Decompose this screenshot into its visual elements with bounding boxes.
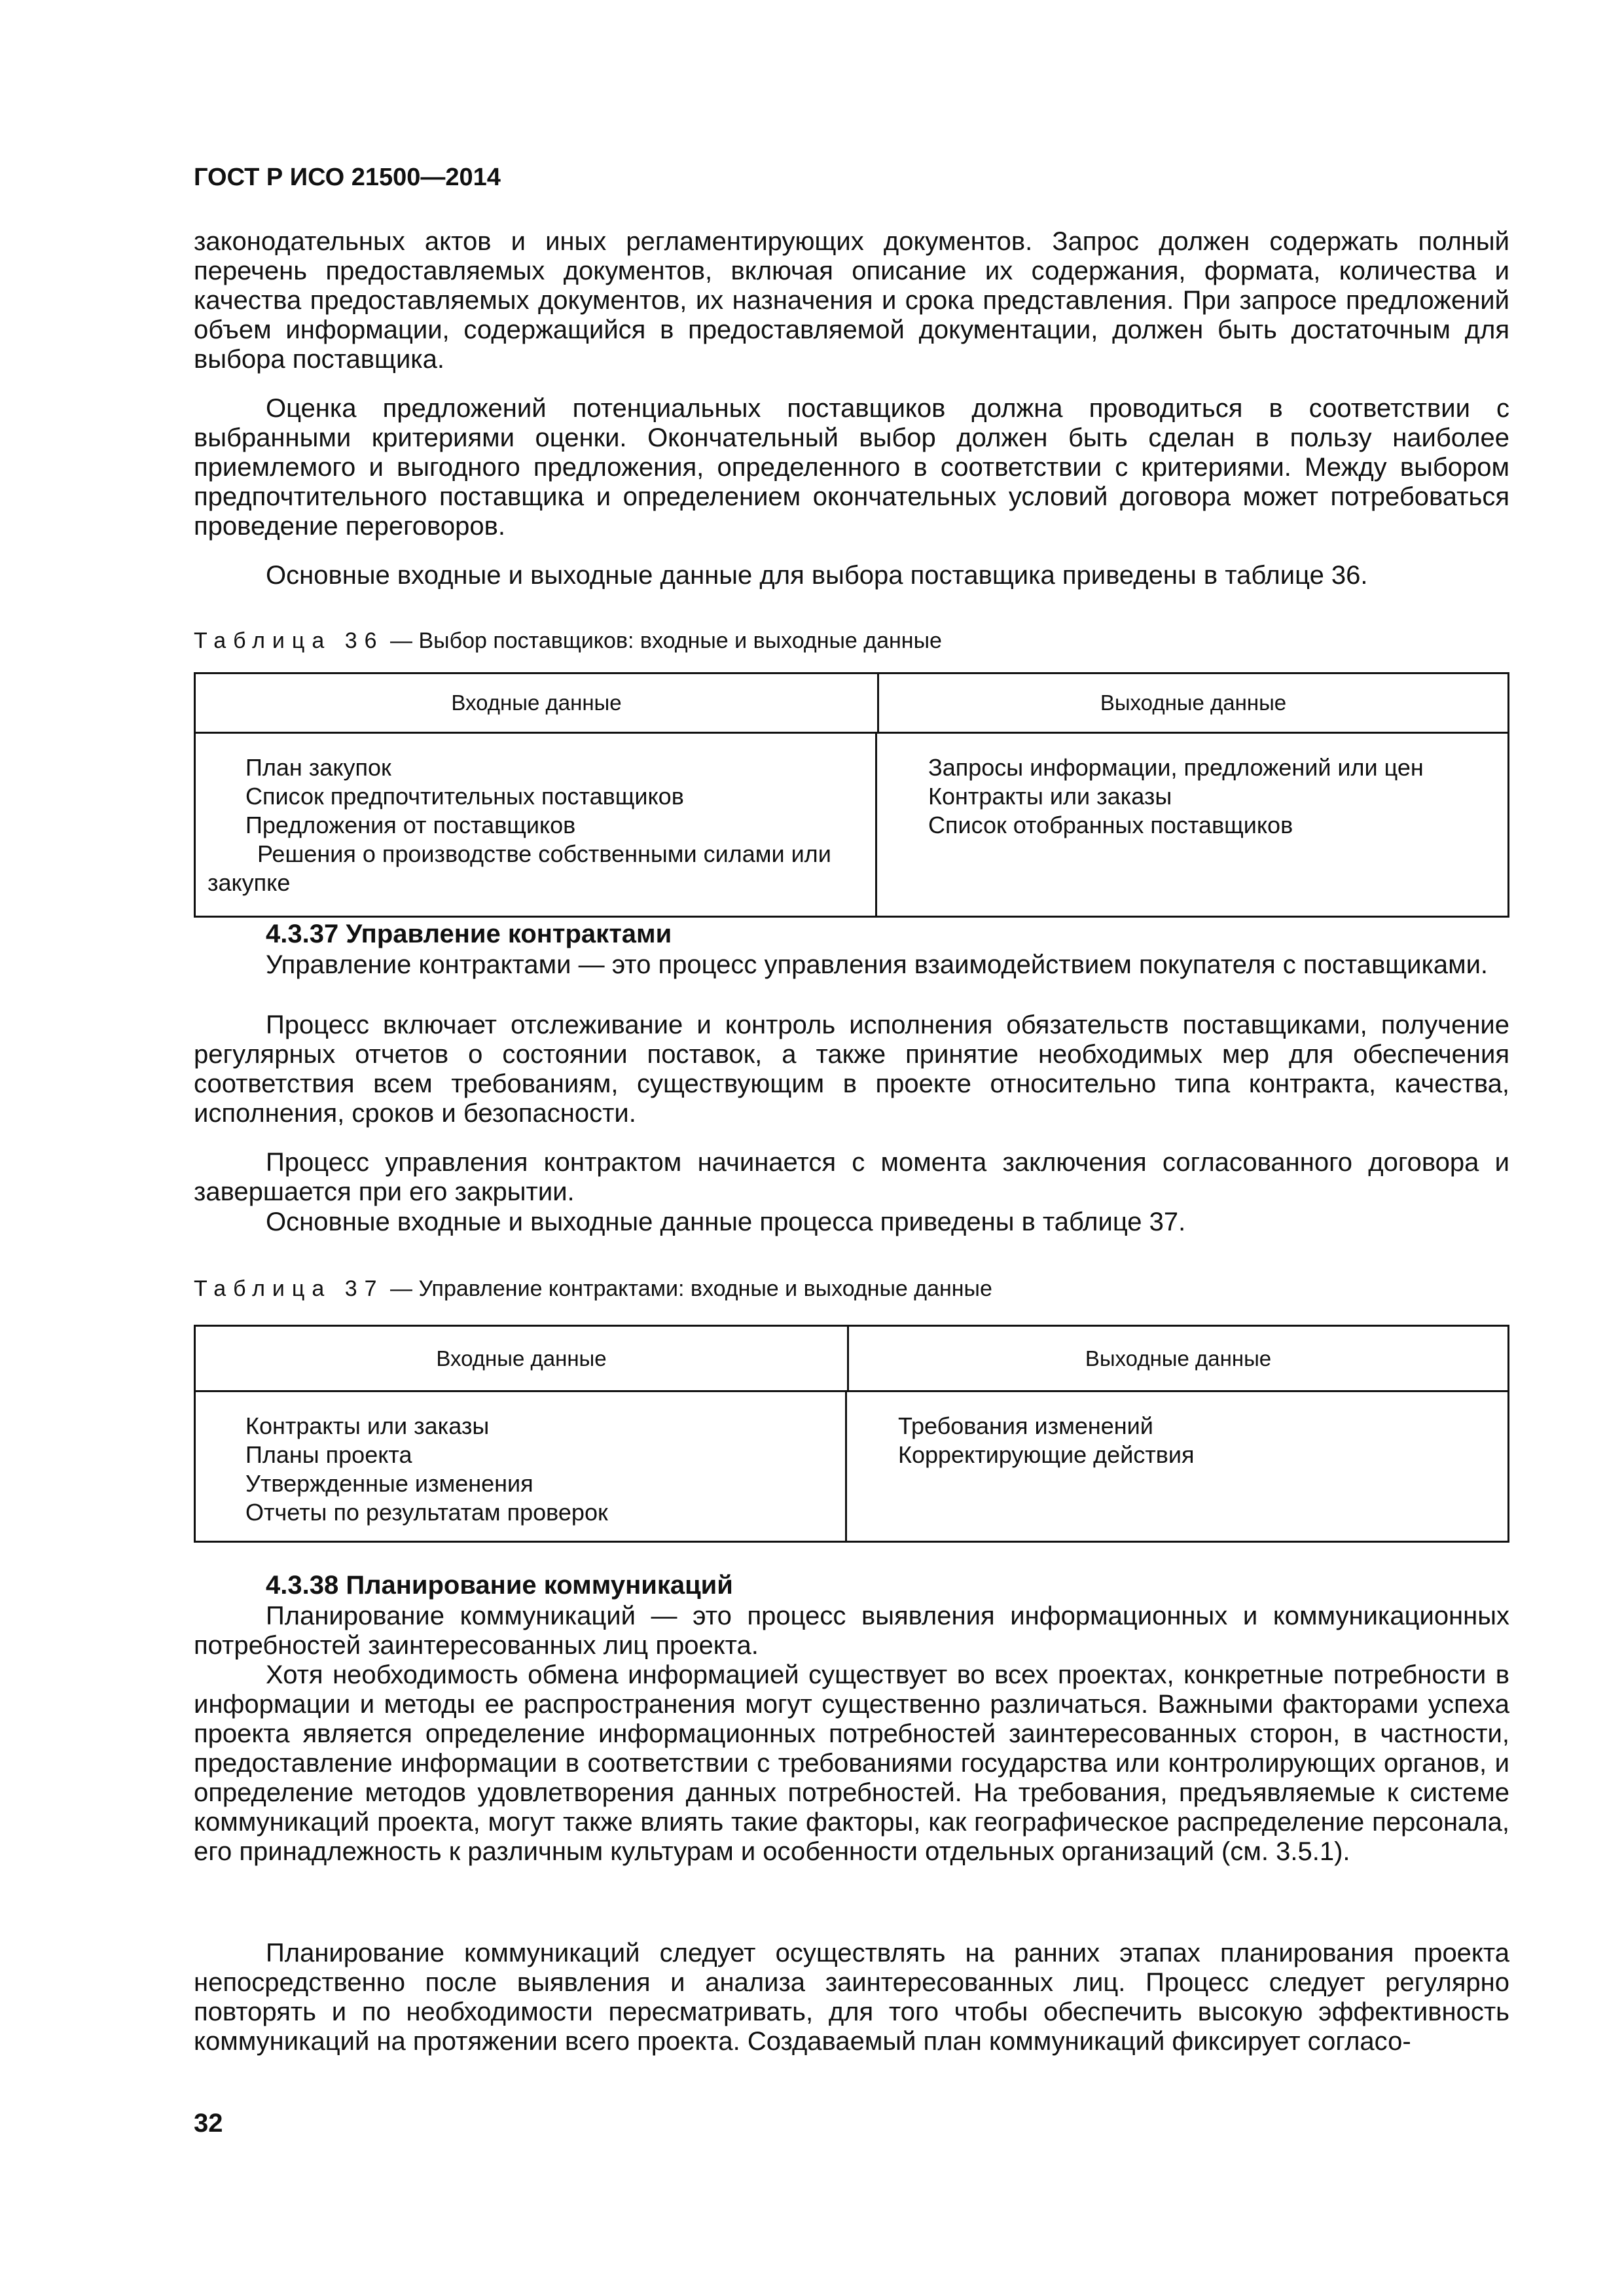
paragraph: Процесс управления контрактом начинается с момента заключения согласованного договора и завершается при его закрытии. [194, 1148, 1509, 1206]
list-item: Предложения от поставщиков [245, 812, 576, 838]
list-item: Планы проекта [245, 1441, 412, 1468]
list-item: Список отобранных поставщиков [928, 812, 1293, 838]
table-caption [194, 628, 942, 654]
paragraph: Управление контрактами — это процесс управления взаимодействием покупателя с поставщиками. [266, 950, 1489, 979]
table-header-row [196, 1327, 1507, 1392]
list-item: Отчеты по результатам проверок [245, 1499, 608, 1526]
outputs-cell [847, 1392, 1507, 1543]
table-37 [194, 1325, 1509, 1543]
table-36 [194, 672, 1509, 918]
table-body-row [196, 734, 1507, 916]
list-item: Контракты или заказы [928, 783, 1172, 810]
paragraph: Хотя необходимость обмена информацией существует во всех проектах, конкретные потребности в информации и методы ее распространения могут существенно различаться. Важными факторами успеха проекта является определение информационных потребностей заинтересованных сторон, в частности, предоставление информации в соответствии с требованиями государства или контролирующих органов, и определение методов удовлетворения данных потребностей. На требования, предъявляемые к системе коммуникаций проекта, могут также влиять такие факторы, как географическое распределение персонала, его принадлежность к различным культурам и особенности отдельных организаций (см. 3.5.1). [194, 1660, 1509, 1866]
table-body-row [196, 1392, 1507, 1543]
paragraph: Планирование коммуникаций следует осуществлять на ранних этапах планирования проекта непосредственно после выявления и анализа заинтересованных лиц. Процесс следует регулярно повторять и по необходимости пересматривать, для того чтобы обеспечить высокую эффективность коммуникаций на протяжении всего проекта. Создаваемый план коммуникаций фиксирует согласо- [194, 1939, 1509, 2056]
table-caption-text: — Выбор поставщиков: входные и выходные данные [390, 628, 942, 653]
list-item: Требования изменений [898, 1412, 1153, 1439]
paragraph: Основные входные и выходные данные процесса приведены в таблице 37. [266, 1208, 1186, 1236]
column-header-outputs: Выходные данные [1085, 1346, 1272, 1371]
list-item: План закупок [245, 754, 391, 781]
list-item: Решения о производстве собственными силами или закупке [208, 840, 831, 896]
outputs-cell [877, 734, 1507, 916]
list-item: Корректирующие действия [898, 1441, 1195, 1468]
table-caption-label: Таблица 36 [194, 628, 384, 653]
document-header: ГОСТ Р ИСО 21500—2014 [194, 164, 501, 191]
inputs-cell [196, 734, 877, 916]
paragraph: Оценка предложений потенциальных поставщиков должна проводиться в соответствии с выбранными критериями оценки. Окончательный выбор должен быть сделан в пользу наиболее приемлемого и выгодного предложения, определенного в соответствии с критериями. Между выбором предпочтительного поставщика и определением окончательных условий договора может потребоваться проведение переговоров. [194, 394, 1509, 541]
paragraph: Планирование коммуникаций — это процесс выявления информационных и коммуникационных потребностей заинтересованных лиц проекта. [194, 1602, 1509, 1660]
list-item: Утвержденные изменения [245, 1470, 533, 1497]
section-heading: 4.3.37 Управление контрактами [266, 920, 672, 948]
table-caption-text: — Управление контрактами: входные и выходные данные [390, 1276, 992, 1301]
list-item: Контракты или заказы [245, 1412, 490, 1439]
paragraph: Процесс включает отслеживание и контроль исполнения обязательств поставщиками, получение регулярных отчетов о состоянии поставок, а также принятие необходимых мер для обеспечения соответствия всем требованиям, существующим в проекте относительно типа контракта, качества, исполнения, сроков и безопасности. [194, 1011, 1509, 1128]
list-item: Запросы информации, предложений или цен [928, 754, 1424, 781]
paragraph: Основные входные и выходные данные для выбора поставщика приведены в таблице 36. [266, 561, 1368, 590]
column-header-inputs: Входные данные [196, 1327, 849, 1390]
page-number: 32 [194, 2109, 223, 2138]
paragraph: законодательных актов и иных регламентирующих документов. Запрос должен содержать полный перечень предоставляемых документов, включая описание их содержания, формата, количества и качества предоставляемых документов, их назначения и срока представления. При запросе предложений объем информации, содержащийся в предоставляемой документации, должен быть достаточным для выбора поставщика. [194, 227, 1509, 374]
column-header-inputs: Входные данные [196, 674, 879, 732]
list-item: Список предпочтительных поставщиков [245, 783, 684, 810]
table-caption [194, 1276, 992, 1302]
section-heading: 4.3.38 Планирование коммуникаций [266, 1571, 733, 1600]
table-header-row [196, 674, 1507, 734]
column-header-outputs: Выходные данные [1100, 691, 1287, 715]
inputs-cell [196, 1392, 847, 1543]
table-caption-label: Таблица 37 [194, 1276, 384, 1301]
